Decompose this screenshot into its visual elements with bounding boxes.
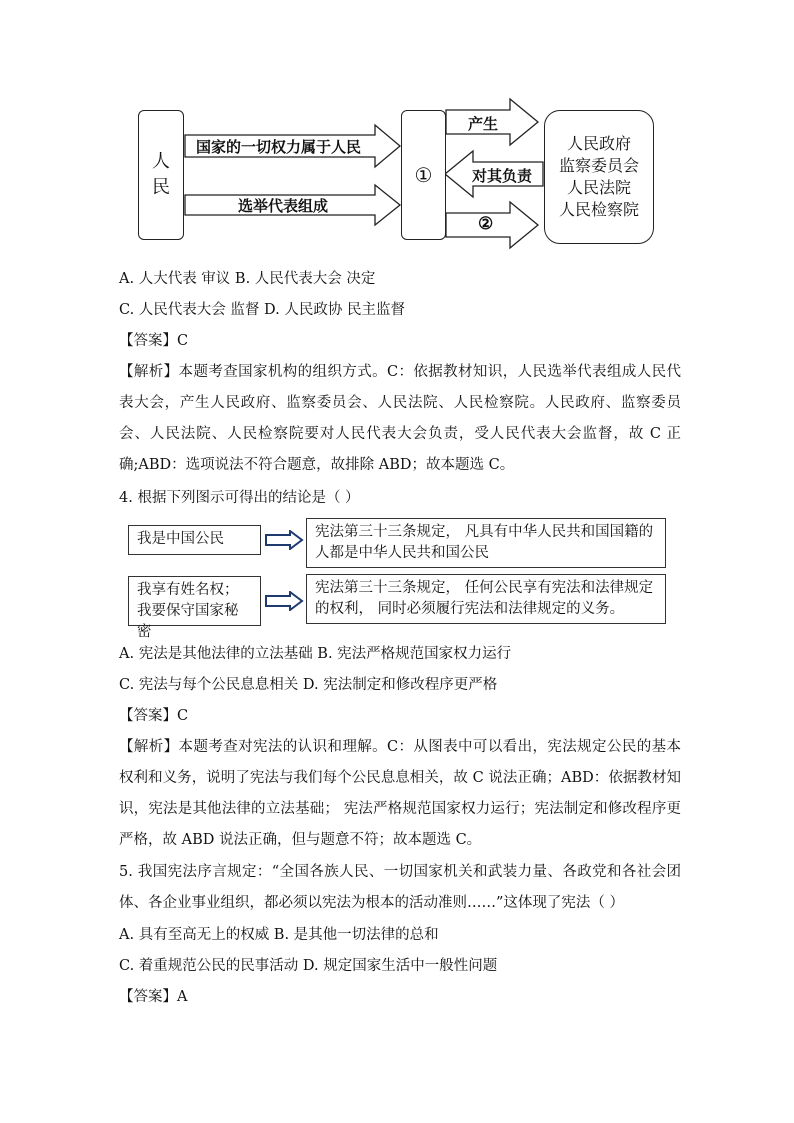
- center-label: ①: [414, 163, 433, 187]
- produce-label: 产生: [468, 115, 499, 133]
- organ-court: 人民法院: [566, 178, 631, 197]
- arrow-two-label: ②: [478, 214, 494, 234]
- q4-arrow-1: [264, 530, 304, 550]
- q4-right-box-2: 宪法第三十三条规定， 任何公民享有宪法和法律规定的权利， 同时必须履行宪法和法律规定的义务。: [306, 574, 666, 624]
- arrow-bottom-label: 选举代表组成: [238, 197, 329, 215]
- q4-options-cd: C. 宪法与每个公民息息相关 D. 宪法制定和修改程序更严格: [119, 677, 498, 693]
- q5-options-cd: C. 着重规范公民的民事活动 D. 规定国家生活中一般性问题: [119, 958, 498, 974]
- q5-stem: 5. 我国宪法序言规定：“全国各族人民、一切国家机关和武装力量、各政党和各社会团体、各企业事业组织，都必须以宪法为根本的活动准则……”这体现了宪法（ ）: [119, 864, 681, 911]
- q3-analysis: 【解析】本题考查国家机构的组织方式。C：依据教材知识，人民选举代表组成人民代表大会，产生人民政府、监察委员会、人民法院、人民检察院。人民政府、监察委员会、人民法院、人民检察院要对人民代表大会负责，受人民代表大会监督，故 C 正确;ABD：选项说法不符合题意，故排除 ABD；故本题选 C。: [119, 364, 681, 473]
- organs-box: [544, 110, 654, 244]
- people-box: [138, 110, 184, 240]
- q4-stem: 4. 根据下列图示可得出的结论是（ ）: [119, 490, 360, 506]
- organ-procuratorate: 人民检察院: [558, 200, 639, 219]
- q4-left-box-2: 我享有姓名权；我要保守国家秘密: [128, 576, 261, 626]
- q3-options-ab: A. 人大代表 审议 B. 人民代表大会 决定: [119, 271, 376, 287]
- q4-left-box-1: 我是中国公民: [128, 525, 261, 555]
- q4-answer: 【答案】C: [119, 708, 189, 724]
- q3-answer: 【答案】C: [119, 333, 189, 349]
- people-label: 人 民: [152, 151, 170, 198]
- organ-supervision: 监察委员会: [558, 156, 639, 175]
- organ-government: 人民政府: [566, 134, 631, 153]
- q4-figure: [128, 516, 668, 640]
- q5-answer: 【答案】A: [119, 989, 188, 1005]
- q4-analysis: 【解析】本题考查对宪法的认识和理解。C：从图表中可以看出，宪法规定公民的基本权利和义务，说明了宪法与我们每个公民息息相关，故 C 说法正确；ABD：依据教材知识，宪法是其他法律的立法基础； 宪法严格规范国家权力运行；宪法制定和修改程序更严格，故 ABD 说法正确，但与题意不符；故本题选 C。: [119, 739, 681, 848]
- structure-diagram: [130, 95, 670, 255]
- q4-arrow-2: [264, 591, 304, 611]
- q4-right-box-1: 宪法第三十三条规定， 凡具有中华人民共和国国籍的人都是中华人民共和国公民: [306, 518, 666, 568]
- q4-options-ab: A. 宪法是其他法律的立法基础 B. 宪法严格规范国家权力运行: [119, 646, 512, 662]
- responsible-label: 对其负责: [472, 167, 533, 185]
- q3-options-cd: C. 人民代表大会 监督 D. 人民政协 民主监督: [119, 302, 405, 318]
- center-box: [401, 110, 446, 240]
- arrow-top-label: 国家的一切权力属于人民: [196, 138, 362, 156]
- q5-options-ab: A. 具有至高无上的权威 B. 是其他一切法律的总和: [119, 927, 439, 943]
